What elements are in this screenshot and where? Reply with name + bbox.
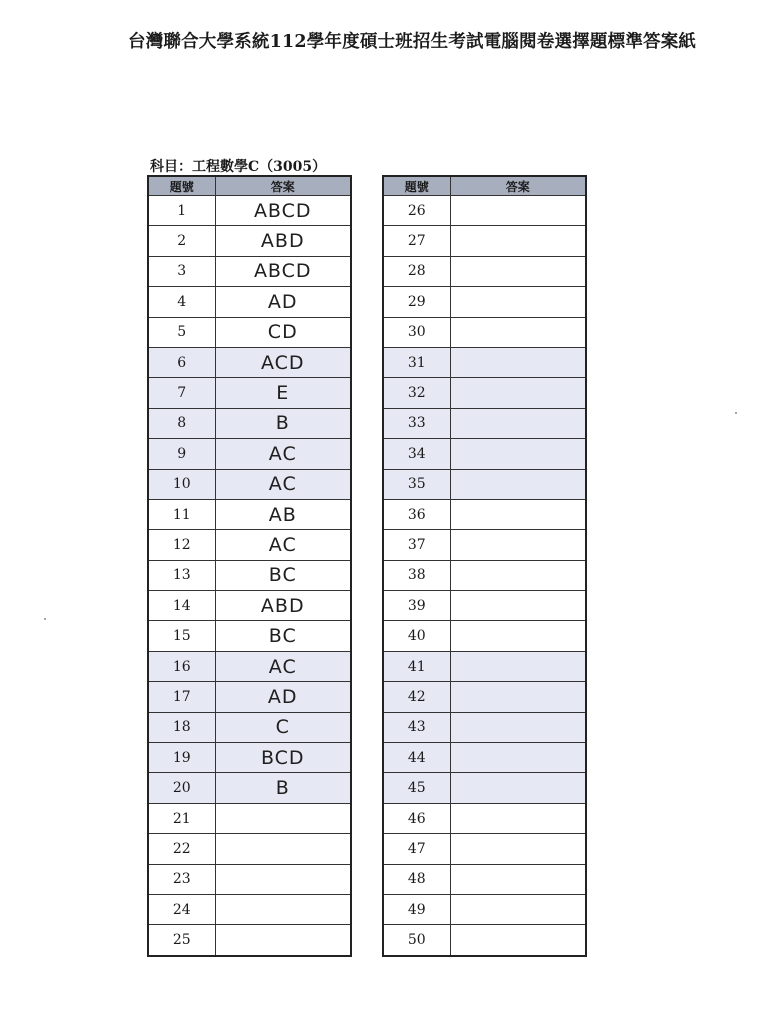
table-header-row [148,176,351,196]
answer-cell [450,408,586,438]
header-number: 題號 [148,176,215,196]
answer-cell: BC [215,621,351,651]
answer-cell [450,591,586,621]
answer-cell: AB [215,499,351,529]
question-number: 17 [148,682,215,712]
answer-cell: ABCD [215,256,351,286]
answer-cell [450,530,586,560]
answer-table-left [147,175,352,957]
question-number: 21 [148,803,215,833]
answer-cell [450,347,586,377]
table-row [383,834,586,864]
answer-cell [450,864,586,894]
answer-cell [215,864,351,894]
table-row [383,287,586,317]
question-number: 25 [148,925,215,956]
answer-table-right [382,175,587,957]
question-number: 8 [148,408,215,438]
answer-cell [450,287,586,317]
answer-cell: ABD [215,591,351,621]
question-number: 12 [148,530,215,560]
question-number: 40 [383,621,450,651]
question-number: 11 [148,499,215,529]
question-number: 6 [148,347,215,377]
answer-cell [215,894,351,924]
answer-cell [450,743,586,773]
header-number: 題號 [383,176,450,196]
table-row [383,439,586,469]
question-number: 7 [148,378,215,408]
answer-cell [450,925,586,956]
answer-cell [450,651,586,681]
table-row [383,530,586,560]
answer-cell [450,499,586,529]
answer-cell [215,834,351,864]
question-number: 31 [383,347,450,377]
table-row [383,408,586,438]
table-row [148,682,351,712]
table-row [148,196,351,226]
table-row [148,864,351,894]
table-row [383,925,586,956]
question-number: 39 [383,591,450,621]
answer-cell: AC [215,469,351,499]
subject-label: 科目：工程數學C（3005） [150,159,327,175]
table-row [383,347,586,377]
question-number: 2 [148,226,215,256]
table-row [148,256,351,286]
table-row [383,712,586,742]
table-row [148,317,351,347]
table-row [148,560,351,590]
table-row [383,226,586,256]
table-row [383,591,586,621]
answer-cell [450,712,586,742]
answer-cell [450,256,586,286]
table-row [383,499,586,529]
scan-speck [44,618,46,620]
question-number: 26 [383,196,450,226]
question-number: 23 [148,864,215,894]
question-number: 3 [148,256,215,286]
question-number: 34 [383,439,450,469]
answer-cell [450,226,586,256]
answer-cell [450,621,586,651]
table-row [148,499,351,529]
table-row [148,651,351,681]
header-answer: 答案 [215,176,351,196]
answer-cell [450,560,586,590]
answer-cell: BCD [215,743,351,773]
page-title: 台灣聯合大學系統112學年度碩士班招生考試電腦閱卷選擇題標準答案紙 [128,32,697,52]
table-row [148,712,351,742]
table-row [148,530,351,560]
question-number: 24 [148,894,215,924]
table-row [383,378,586,408]
table-row [383,894,586,924]
question-number: 15 [148,621,215,651]
question-number: 18 [148,712,215,742]
question-number: 22 [148,834,215,864]
question-number: 4 [148,287,215,317]
question-number: 33 [383,408,450,438]
table-row [383,773,586,803]
question-number: 9 [148,439,215,469]
table-row [148,469,351,499]
table-row [383,317,586,347]
answer-cell [450,196,586,226]
answer-cell [450,317,586,347]
table-row [148,347,351,377]
question-number: 35 [383,469,450,499]
question-number: 14 [148,591,215,621]
question-number: 49 [383,894,450,924]
question-number: 37 [383,530,450,560]
answer-cell: ABD [215,226,351,256]
table-row [383,682,586,712]
question-number: 28 [383,256,450,286]
question-number: 1 [148,196,215,226]
table-row [148,378,351,408]
question-number: 30 [383,317,450,347]
question-number: 43 [383,712,450,742]
table-row [148,743,351,773]
table-row [148,773,351,803]
table-row [148,439,351,469]
answer-cell: AD [215,682,351,712]
table-row [148,925,351,956]
table-row [148,803,351,833]
question-number: 5 [148,317,215,347]
answer-cell [450,469,586,499]
answer-cell [450,682,586,712]
table-row [383,621,586,651]
table-row [383,469,586,499]
answer-cell: AC [215,530,351,560]
answer-cell: C [215,712,351,742]
question-number: 27 [383,226,450,256]
table-row [148,894,351,924]
table-row [148,226,351,256]
table-row [383,864,586,894]
answer-cell [450,773,586,803]
question-number: 41 [383,651,450,681]
answer-cell [450,439,586,469]
answer-cell [215,925,351,956]
answer-cell [450,803,586,833]
answer-cell: B [215,773,351,803]
answer-cell: AC [215,439,351,469]
table-row [383,196,586,226]
table-row [383,651,586,681]
table-row [148,408,351,438]
question-number: 20 [148,773,215,803]
question-number: 13 [148,560,215,590]
answer-cell: AD [215,287,351,317]
answer-cell [450,894,586,924]
question-number: 48 [383,864,450,894]
answer-cell: ACD [215,347,351,377]
question-number: 50 [383,925,450,956]
table-row [148,287,351,317]
table-row [383,560,586,590]
question-number: 42 [383,682,450,712]
scan-speck [735,412,737,414]
question-number: 46 [383,803,450,833]
question-number: 38 [383,560,450,590]
answer-cell [450,378,586,408]
question-number: 44 [383,743,450,773]
question-number: 16 [148,651,215,681]
question-number: 47 [383,834,450,864]
table-row [383,743,586,773]
table-row [148,591,351,621]
question-number: 45 [383,773,450,803]
table-row [148,621,351,651]
table-row [148,834,351,864]
table-row [383,256,586,286]
question-number: 19 [148,743,215,773]
table-header-row [383,176,586,196]
answer-cell: B [215,408,351,438]
header-answer: 答案 [450,176,586,196]
answer-cell: BC [215,560,351,590]
question-number: 10 [148,469,215,499]
answer-cell [450,834,586,864]
answer-cell: CD [215,317,351,347]
answer-cell: AC [215,651,351,681]
answer-cell: E [215,378,351,408]
question-number: 29 [383,287,450,317]
answer-cell: ABCD [215,196,351,226]
question-number: 36 [383,499,450,529]
answer-cell [215,803,351,833]
question-number: 32 [383,378,450,408]
table-row [383,803,586,833]
